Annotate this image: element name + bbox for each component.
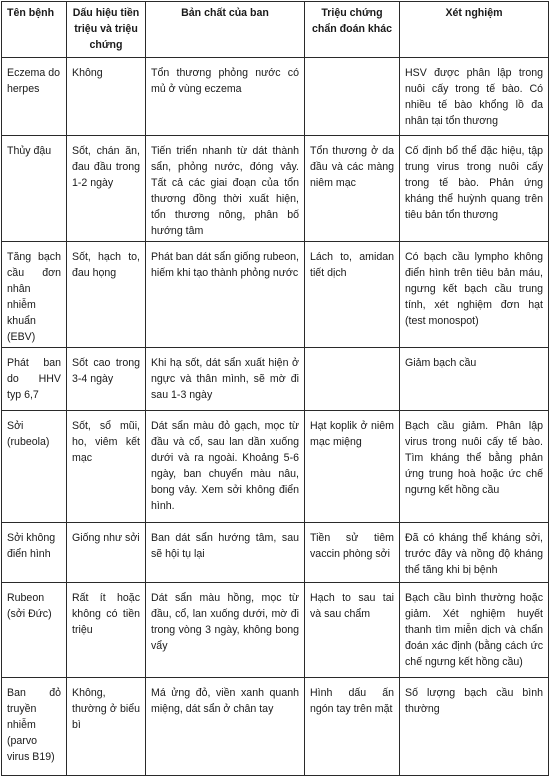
- table-row: [2, 523, 549, 583]
- cell-disease: Thủy đậu: [2, 136, 67, 242]
- cell-other-signs: Lách to, amidan tiết dịch: [305, 242, 400, 348]
- header-disease: Tên bệnh: [2, 2, 67, 58]
- header-prodrome: Dấu hiệu tiền triệu và triệu chứng: [67, 2, 146, 58]
- cell-tests: Bạch cầu bình thường hoặc giảm. Xét nghiệm huyết thanh tìm miễn dịch và chẩn đoán xác định (bằng cách ức chế ngưng kết hồng cầu): [400, 583, 549, 678]
- cell-other-signs: Hình dấu ấn ngón tay trên mặt: [305, 678, 400, 776]
- table-row: [2, 348, 549, 411]
- cell-tests: Có bạch cầu lympho không điển hình trên tiêu bản máu, ngưng kết bạch cầu trung tính, xét nghiệm đơn hạt (test monospot): [400, 242, 549, 348]
- disease-table: [1, 1, 549, 776]
- cell-disease: Sởi (rubeola): [2, 411, 67, 523]
- cell-prodrome: Không: [67, 58, 146, 136]
- table-row: [2, 678, 549, 776]
- cell-prodrome: Không, thường ở biểu bì: [67, 678, 146, 776]
- cell-tests: Giảm bạch cầu: [400, 348, 549, 411]
- cell-disease: Ban đỏ truyền nhiễm (parvo virus B19): [2, 678, 67, 776]
- cell-other-signs: [305, 348, 400, 411]
- cell-rash: Tiến triển nhanh từ dát thành sẩn, phỏng nước, đóng vảy. Tất cả các giai đoạn của tổn thương đồng thời xuất hiện, tổn thương nông, phân bố hướng tâm: [146, 136, 305, 242]
- cell-disease: Eczema do herpes: [2, 58, 67, 136]
- cell-other-signs: Hạt koplik ở niêm mạc miệng: [305, 411, 400, 523]
- cell-tests: Cố định bổ thể đặc hiệu, tập trung virus trong nuôi cấy trong tế bào. Phản ứng kháng thể huỳnh quang trên tiêu bản tổn thương: [400, 136, 549, 242]
- cell-disease: Phát ban do HHV typ 6,7: [2, 348, 67, 411]
- cell-disease: Tăng bạch cầu đơn nhân nhiễm khuẩn (EBV): [2, 242, 67, 348]
- cell-disease: Rubeon (sởi Đức): [2, 583, 67, 678]
- cell-prodrome: Sốt, hạch to, đau họng: [67, 242, 146, 348]
- cell-rash: Khi hạ sốt, dát sẩn xuất hiện ở ngực và thân mình, sẽ mờ đi sau 1-3 ngày: [146, 348, 305, 411]
- cell-tests: Bạch cầu giảm. Phân lập virus trong nuôi cấy tế bào. Tìm kháng thể bằng phản ứng trung hoà hoặc ức chế ngưng kết hồng cầu: [400, 411, 549, 523]
- cell-prodrome: Sốt, sổ mũi, ho, viêm kết mạc: [67, 411, 146, 523]
- cell-tests: Số lượng bạch cầu bình thường: [400, 678, 549, 776]
- cell-rash: Tổn thương phỏng nước có mủ ở vùng eczema: [146, 58, 305, 136]
- header-tests: Xét nghiệm: [400, 2, 549, 58]
- cell-prodrome: Giống như sởi: [67, 523, 146, 583]
- cell-rash: Ban dát sẩn hướng tâm, sau sẽ hội tụ lại: [146, 523, 305, 583]
- cell-prodrome: Rất ít hoặc không có tiền triệu: [67, 583, 146, 678]
- cell-prodrome: Sốt cao trong 3-4 ngày: [67, 348, 146, 411]
- cell-prodrome: Sốt, chán ăn, đau đầu trong 1-2 ngày: [67, 136, 146, 242]
- header-rash: Bản chất của ban: [146, 2, 305, 58]
- cell-rash: Má ửng đỏ, viền xanh quanh miệng, dát sẩn ở chân tay: [146, 678, 305, 776]
- header-other-signs: Triệu chứng chẩn đoán khác: [305, 2, 400, 58]
- cell-rash: Dát sẩn màu đỏ gạch, mọc từ đầu và cổ, sau lan dần xuống dưới và ra ngoài. Khoảng 5-6 ngày, ban chuyển màu nâu, bong vảy. Xem sởi không điển hình.: [146, 411, 305, 523]
- cell-rash: Phát ban dát sẩn giống rubeon, hiếm khi tạo thành phỏng nước: [146, 242, 305, 348]
- cell-other-signs: [305, 58, 400, 136]
- table-row: [2, 242, 549, 348]
- table-row: [2, 136, 549, 242]
- table-row: [2, 411, 549, 523]
- cell-other-signs: Hạch to sau tai và sau chẩm: [305, 583, 400, 678]
- cell-other-signs: Tiền sử tiêm vaccin phòng sởi: [305, 523, 400, 583]
- cell-other-signs: Tổn thương ở da đầu và các màng niêm mạc: [305, 136, 400, 242]
- table-row: [2, 583, 549, 678]
- cell-rash: Dát sẩn màu hồng, mọc từ đầu, cổ, lan xuống dưới, mờ đi trong vòng 3 ngày, không bong vẩy: [146, 583, 305, 678]
- cell-tests: Đã có kháng thể kháng sởi, trước đây và nồng độ kháng thể tăng khi bị bệnh: [400, 523, 549, 583]
- cell-tests: HSV được phân lập trong nuôi cấy trong tế bào. Có nhiều tế bào khổng lồ đa nhân tại tổn thương: [400, 58, 549, 136]
- cell-disease: Sởi không điển hình: [2, 523, 67, 583]
- table-row: [2, 58, 549, 136]
- header-row: [2, 2, 549, 58]
